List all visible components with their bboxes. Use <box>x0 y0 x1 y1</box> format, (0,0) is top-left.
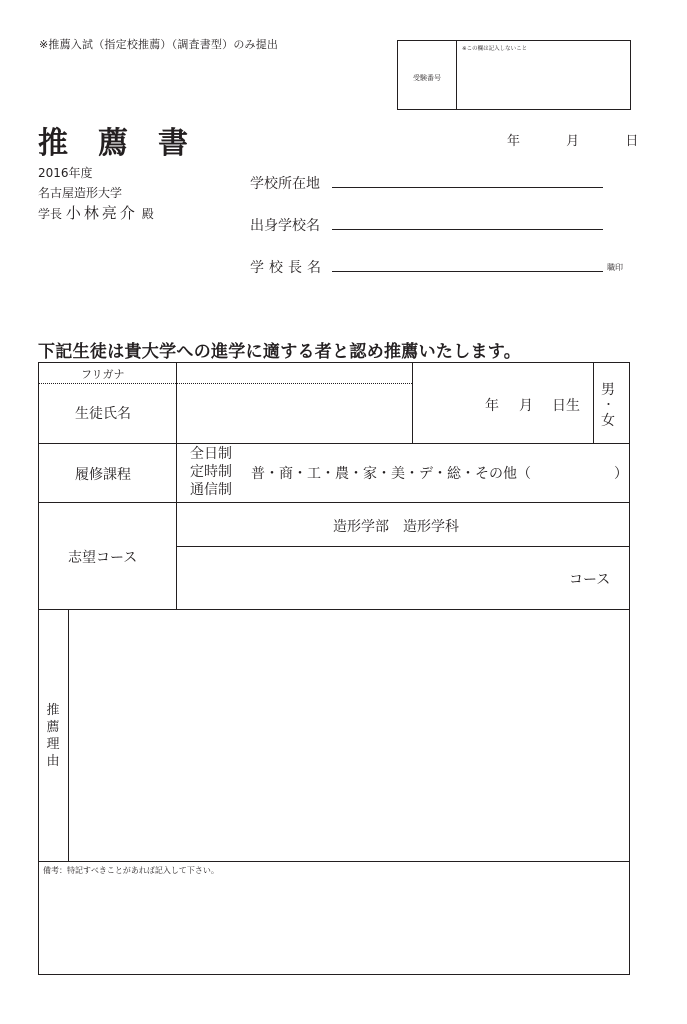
fiscal-year: 2016年度 <box>38 166 93 180</box>
president-line <box>38 203 154 224</box>
school-name-line[interactable] <box>332 229 603 230</box>
president-name: 小林亮介 <box>65 204 138 222</box>
gender-female[interactable]: 女 <box>601 413 615 429</box>
row-divider-3 <box>39 609 629 610</box>
faculty-name: 造形学部 造形学科 <box>333 519 459 535</box>
student-name-label: 生徒氏名 <box>75 406 131 422</box>
recommendation-form <box>38 362 630 975</box>
furigana-divider <box>39 383 412 384</box>
principal-name-label: 学校長名 <box>250 260 326 276</box>
reason-label-divider <box>68 609 69 861</box>
page-title: 推薦書 <box>38 126 218 161</box>
course-name-field[interactable] <box>177 547 562 608</box>
recommendation-statement: 下記生徒は貴大学への進学に適する者と認め推薦いたします。 <box>38 342 522 362</box>
furigana-label: フリガナ <box>81 368 125 381</box>
school-address-label: 学校所在地 <box>250 176 320 192</box>
honorific: 殿 <box>141 207 154 221</box>
exam-number-label: 受験番号 <box>413 74 441 82</box>
date-year-label: 年 <box>507 134 521 149</box>
school-address-line[interactable] <box>332 187 603 188</box>
row-divider-2 <box>39 502 629 503</box>
school-name-label: 出身学校名 <box>250 218 320 234</box>
date-day-label: 日 <box>625 134 639 149</box>
date-month-label: 月 <box>566 134 580 149</box>
addressee-block <box>38 163 154 224</box>
gender-divider <box>593 363 594 443</box>
document-date <box>507 130 638 149</box>
birth-day-label: 日生 <box>552 398 580 414</box>
gender-male[interactable]: 男 <box>601 382 615 398</box>
gender-separator: ・ <box>603 398 614 411</box>
reason-field[interactable] <box>70 611 628 860</box>
student-name-field[interactable] <box>177 385 411 442</box>
birth-month-label: 月 <box>519 398 533 414</box>
desired-course-label: 志望コース <box>68 550 138 566</box>
university-name: 名古屋造形大学 <box>38 186 123 200</box>
row-divider-4 <box>39 861 629 862</box>
course-correspondence[interactable]: 通信制 <box>190 482 232 498</box>
course-full-time[interactable]: 全日制 <box>190 446 232 462</box>
remarks-field[interactable] <box>41 877 627 971</box>
exam-number-label-cell <box>398 41 457 109</box>
exam-number-box <box>397 40 631 110</box>
reason-label: 推薦理由 <box>46 703 60 769</box>
course-suffix: コース <box>569 572 611 588</box>
president-prefix: 学長 <box>38 207 63 221</box>
course-type-options <box>190 445 232 499</box>
principal-name-line[interactable] <box>332 271 603 272</box>
course-subjects[interactable]: 普・商・工・農・家・美・デ・総・その他（ <box>251 466 531 482</box>
birthdate-divider <box>412 363 413 443</box>
birth-year-label: 年 <box>485 398 499 414</box>
submission-note: ※推薦入試（指定校推薦）（調査書型）のみ提出 <box>39 38 279 51</box>
course-close-paren: ） <box>614 466 628 482</box>
exam-box-note: ※この欄は記入しないこと <box>462 46 528 52</box>
remarks-label: 備考：特記すべきことがあれば記入して下さい。 <box>43 866 219 875</box>
row-divider-1 <box>39 443 629 444</box>
course-part-time[interactable]: 定時制 <box>190 464 232 480</box>
course-type-label: 履修課程 <box>75 467 131 483</box>
seal-label: 職印 <box>607 263 623 272</box>
